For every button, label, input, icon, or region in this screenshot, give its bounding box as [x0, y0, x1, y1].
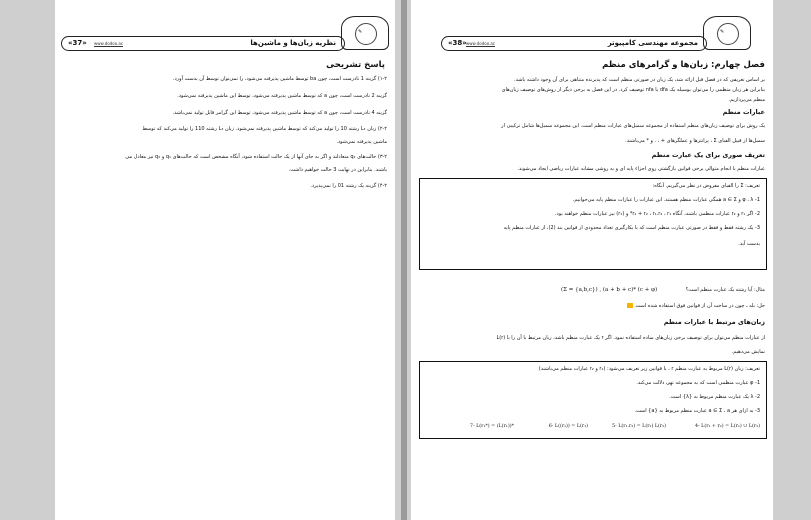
answer-line: گزینه 2 نادرست است، چون a که توسط ماشین پذیرفته می‌شود، توسط این ماشین پذیرفته نمی‌شود.: [177, 93, 387, 99]
left-header-site: www.dodoo.ac: [94, 41, 123, 46]
right-header-title: مجموعه مهندسی کامپیوتر: [607, 39, 698, 47]
box-formula-7: 7- L(r₁*) = (L(r₁))*: [469, 424, 514, 429]
chapter-title: فصل چهارم: زبان‌ها و گرامرهای منظم: [602, 60, 765, 70]
intro-line: منظم می‌پردازیم.: [728, 97, 765, 103]
right-page: [411, 0, 773, 520]
section-line: نمایش می‌دهیم.: [731, 349, 765, 355]
section-line: عبارات منظم با انجام متوالی برخی قوانین بازگشتی روی اجزاء پایه ای و به روشی مشابه عبارات ریاضی ایجاد می‌شوند.: [517, 166, 765, 172]
box-line: 1- φ عبارت منظمی است که به مجموعه تهی دلالت می‌کند.: [636, 380, 760, 386]
definition-box-language: [419, 361, 767, 439]
box-line: 3- یک رشته فقط و فقط در صورتی عبارت منظم است که با بکارگیری تعداد محدودی از قوانین بند (2)، از عبارات منظم پایه: [503, 225, 760, 231]
left-header-bar: [61, 36, 345, 51]
example-answer-text: حل: بله ـ چون در ساخت آن از قوانین فوق استفاده شده است.: [634, 303, 765, 309]
left-page: [55, 0, 395, 520]
answer-line: گزینه 4 نادرست است، چون a که توسط ماشین پذیرفته می‌شود، توسط این گرامر قابل تولید نمی‌باشد.: [172, 110, 387, 116]
publisher-logo-icon: ✎: [703, 16, 751, 50]
right-header: [441, 16, 751, 56]
example-answer: [419, 302, 765, 311]
box-line: بدست آید.: [738, 241, 760, 247]
intro-line: بر اساس تعریفی که در فصل قبل ارائه شد، یک زبان در صورتی منظم است که پذیرنده متناهی برای آن وجود داشته باشد.: [513, 77, 765, 83]
left-page-number: «37»: [68, 39, 87, 47]
box-line: 2- اگر r₁ و r₂ عبارات منظمی باشند، آنگاه r₁ + r₂ ، r₁.r₂ ، r₁* و (r₁) نیز عبارات منظم خواهند بود.: [554, 211, 760, 217]
section-title-languages: زبان‌های مرتبط با عبارات منظم: [663, 318, 765, 326]
box-formula-4: 4- L(r₁ + r₂) = L(r₁) ∪ L(r₂): [694, 424, 760, 429]
right-page-number: «38»: [448, 39, 467, 47]
section-line: سمبل‌ها از قبیل الفبای Σ ، پرانتزها و عملگرهای + ، . و * می‌باشند.: [625, 138, 765, 144]
answer-line: باشند. بنابراین در نهایت 3 حالت خواهیم داشت.: [288, 167, 387, 173]
box-line: تعریف: زبان L(r) مربوط به عبارت منظم r ، با قوانین زیر تعریف می‌شود: (r₁ و r₂ عبارات منظم می‌باشند): [538, 366, 760, 372]
example-question: مثال: آیا رشته یک عبارت منظم است؟: [685, 287, 765, 293]
box-line: 1- φ ، λ و a ∈ Σ همگی عبارات منظم هستند. این عبارات را عبارات منظم پایه می‌خوانیم.: [572, 197, 760, 203]
page-gutter: [401, 0, 407, 520]
box-line: 2- λ یک عبارت منظم مربوط به {λ} است.: [669, 394, 760, 400]
box-line: 3- به ازای هر a ∈ Σ ، a عبارت منظم مربوط به {a} است.: [634, 408, 760, 414]
answer-line: ماشین پذیرفته نمی‌شود.: [336, 139, 387, 145]
publisher-logo-icon: ✎: [341, 16, 389, 50]
left-header-title: نظریه زبان‌ها و ماشین‌ها: [250, 39, 336, 47]
section-line: یک روش برای توصیف زبان‌های منظم استفاده از مجموعه سمبل‌های عبارات منظم است. این مجموعه سمبل‌ها شامل ترکیبی از: [501, 123, 765, 129]
section-line: از عبارات منظم می‌توان برای توصیف برخی زبان‌های ساده استفاده نمود. اگر r یک عبارت منظم باشد، زبان مرتبط با آن را با L(r): [496, 335, 765, 341]
answer-line: ۱-۲) گزینه 1 نادرست است، چون ba توسط ماشین پذیرفته می‌شود، را نمی‌توان توسط آن بدست آورد.: [172, 76, 387, 82]
right-header-bar: [441, 36, 707, 51]
right-header-site: www.dodoo.ac: [466, 41, 495, 46]
intro-line: بنابراین هر زبان منظمی را می‌توان بوسیله یک dfa یا nfa توصیف کرد. در این فصل به برخی دیگر از روش‌های توصیف زبان‌های: [501, 87, 765, 93]
left-header: [61, 16, 389, 56]
answers-heading: پاسخ تشریحی: [326, 60, 385, 70]
section-title-regex: عبارات منظم: [722, 108, 765, 116]
section-title-formal-def: تعریف صوری برای یک عبارت منظم: [651, 151, 765, 159]
box-formula-5: 5- L(r₁.r₂) = L(r₁) L(r₂): [612, 424, 666, 429]
answer-line: ۳-۲) حالت‌های q₂ متعادلند و اگر به جای آنها از یک حالت استفاده شود، آنگاه مشخص است که حالت‌های q₁ و q₅ نیز معادل می: [125, 154, 387, 160]
answer-line: ۲-۲) زبان L₁ رشته 10 را تولید می‌کند که توسط ماشین پذیرفته نمی‌شود. زبان L₃ رشته 110 را تولید می‌کند که توسط: [142, 126, 387, 132]
example-formula: (Σ = {a,b,c}) , (a + b + c)* (c + φ): [561, 287, 658, 293]
box-line: تعریف: Σ را الفبای مفروض در نظر می‌گیریم. آنگاه:: [652, 183, 760, 189]
definition-box-regex: [419, 178, 767, 270]
answer-line: ۴-۲) گزینه یک رشته 01 را نمی‌پذیرد.: [310, 183, 387, 189]
highlight-marker-icon: [627, 303, 633, 308]
box-formula-6: 6- L((r₁)) = L(r₁): [548, 424, 588, 429]
